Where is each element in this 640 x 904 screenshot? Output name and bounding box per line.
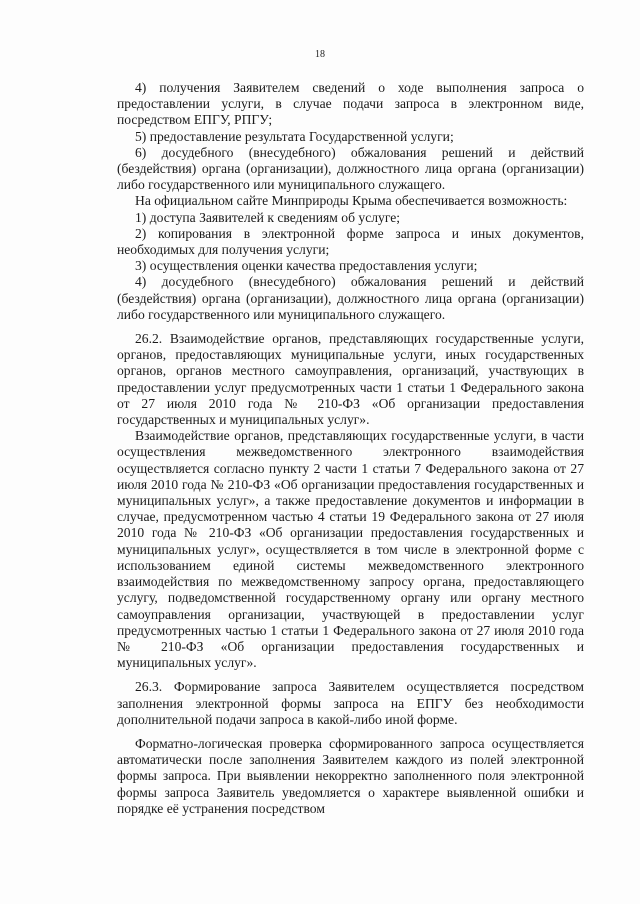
paragraph-site-item-1: 1) доступа Заявителей к сведениям об услуге;: [135, 209, 401, 225]
paragraph-item-6: 6) досудебного (внесудебного) обжалования решений и действий (бездействия) органа (организации), должностного лица органа (организации) либо государственного или муниципального служащего.: [117, 144, 584, 193]
page-number: 18: [315, 49, 325, 60]
paragraph-format-check: Форматно-логическая проверка сформированного запроса осуществляется автоматически после заполнения Заявителем каждого из полей электронной формы запроса. При выявлении некорректно заполненного поля электронной формы запроса Заявитель уведомляется о характере выявленной ошибки и порядке её устранения посредством: [117, 735, 584, 816]
document-body: [117, 80, 584, 817]
paragraph-interaction: Взаимодействие органов, представляющих государственные услуги, в части осуществления межведомственного электронного взаимодействия осуществляется согласно пункту 2 части 1 статьи 7 Федерального закона от 27 июля 2010 года № 210-ФЗ «Об организации предоставления государственных и муниципальных услуг», а также предоставление документов и информации в случае, предусмотренном частью 4 статьи 19 Федерального закона от 27 июля 2010 года № 210-ФЗ «Об организации предоставления государственных и муниципальных услуг», осуществляется в том числе в электронной форме с использованием единой системы межведомственного электронного взаимодействия по межведомственному запросу органа, предоставляющего услугу, подведомственной государственному органу или органу местного самоуправления организации, участвующей в предоставлении услуг предусмотренных частью 1 статьи 1 Федерального закона от 27 июля 2010 года № 210-ФЗ «Об организации предоставления государственных и муниципальных услуг».: [117, 428, 584, 671]
paragraph-section-26-3: 26.3. Формирование запроса Заявителем осуществляется посредством заполнения электронной формы запроса на ЕПГУ без необходимости дополнительной подачи запроса в какой-либо иной форме.: [117, 679, 584, 727]
paragraph-site-item-4: 4) досудебного (внесудебного) обжалования решений и действий (бездействия) органа (организации), должностного лица органа (организации) либо государственного или муниципального служащего.: [117, 274, 584, 322]
paragraph-item-5: 5) предоставление результата Государственной услуги;: [135, 128, 454, 144]
paragraph-item-4: 4) получения Заявителем сведений о ходе выполнения запроса о предоставлении услуги, в случае подачи запроса в электронном виде, посредством ЕПГУ, РПГУ;: [117, 80, 584, 128]
paragraph-site-intro: На официальном сайте Минприроды Крыма обеспечивается возможность:: [135, 193, 568, 209]
paragraph-section-26-2: 26.2. Взаимодействие органов, представляющих государственные услуги, органов, предоставляющих муниципальные услуги, иных государственных органов, органов местного самоуправления, организаций, участвующих в предоставлении услуг предусмотренных части 1 статьи 1 Федерального закона от 27 июля 2010 года № 210-ФЗ «Об организации предоставления государственных и муниципальных услуг».: [117, 331, 584, 428]
paragraph-site-item-3: 3) осуществления оценки качества предоставления услуги;: [135, 258, 478, 274]
paragraph-site-item-2: 2) копирования в электронной форме запроса и иных документов, необходимых для получения услуги;: [117, 225, 584, 258]
